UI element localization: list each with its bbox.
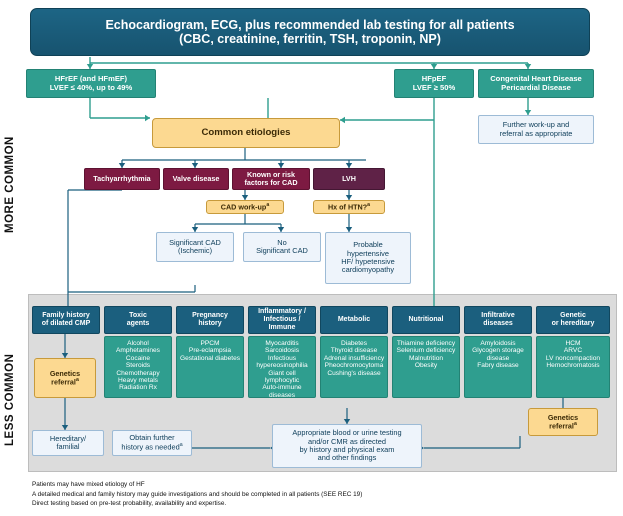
list-item: Infectious hypereosinophilia [256, 354, 308, 370]
box-no-significant-cad [243, 232, 321, 262]
box-hx-htn [313, 200, 385, 214]
box-obtain-further-history [112, 430, 192, 456]
box-probable-hypertensive [325, 232, 411, 284]
genetics-referral-right [528, 408, 598, 436]
colhead-inflammatory-line2: Infectious / [263, 316, 301, 324]
obtain-further-superscript: a [179, 441, 183, 448]
significant-cad-line2: (Ischemic) [177, 246, 213, 255]
footnotes [32, 480, 612, 509]
list-item: Hemochromatosis [546, 362, 600, 370]
genetics-referral-left-line2: referral$^a$ [51, 376, 79, 387]
branch-hfref-line2: LVEF ≤ 40%, up to 49% [49, 82, 133, 92]
testing-line1: Appropriate blood or urine testing [292, 428, 402, 438]
list-item: HCM [565, 340, 581, 347]
list-item: Diabetes [340, 340, 368, 347]
box-tachyarrhythmia: Tachyarrhythmia [84, 168, 160, 190]
genetics-referral-right-superscript: a [573, 420, 577, 427]
genetics-referral-right-line2: referral$^a$ [549, 420, 577, 431]
no-significant-cad-line2: Significant CAD [256, 246, 308, 255]
list-item: Fabry disease [477, 362, 519, 370]
colhead-genetic-line2: or hereditary [551, 320, 595, 327]
list-item: Steroids [125, 362, 151, 370]
box-cad-workup-label: CAD work-$up^a$ [220, 201, 270, 212]
significant-cad-line1: Significant CAD [169, 237, 221, 247]
list-inflammatory [248, 336, 316, 398]
colhead-infiltrative-line2: diseases [483, 320, 513, 327]
colhead-family-history-line2: of dilated CMP [41, 320, 91, 327]
further-workup-box [478, 115, 594, 144]
list-item: Adrenal insufficiency [323, 354, 385, 362]
hereditary-familial-line1: Hereditary/ [49, 433, 87, 443]
colhead-metabolic-line1: Metabolic [337, 316, 371, 324]
list-item: PPCM [200, 340, 220, 347]
colhead-inflammatory-line3: Immune [268, 323, 296, 331]
colhead-genetic-hereditary [536, 306, 610, 334]
list-item: Myocarditis [265, 340, 299, 347]
branch-hfpef-line2: LVEF ≥ 50% [412, 82, 456, 92]
probable-hypertensive-line2: hypertensive [347, 248, 389, 258]
list-item: Sarcoidosis [264, 347, 300, 355]
branch-hfref-line1: HFrEF (and HFmEF) [54, 74, 128, 83]
probable-hypertensive-line4: cardiomyopathy [341, 265, 395, 275]
colhead-inflammatory-line1: Inflammatory / [258, 308, 306, 316]
hereditary-familial-line2: familial [56, 442, 80, 451]
list-item: Cocaine [125, 354, 151, 362]
branch-hfref [26, 69, 156, 98]
colhead-toxic-line2: agents [126, 320, 150, 327]
box-cad-line1: Known or risk [247, 169, 295, 179]
list-item: Pre-eclampsia [188, 347, 232, 355]
list-item: Cushing's disease [327, 369, 381, 377]
branch-hfpef-line1: HFpEF [421, 74, 447, 83]
colhead-pregnancy-line1: Pregnancy [192, 312, 228, 320]
list-item: Selenium deficiency [396, 347, 456, 355]
list-toxic-agents [104, 336, 172, 398]
list-item: Alcohol [127, 340, 149, 347]
colhead-infiltrative-line1: Infiltrative [481, 312, 515, 320]
list-item: Auto-immune diseases [262, 384, 302, 399]
list-item: Glycogen storage disease [472, 347, 524, 362]
obtain-further-line1: Obtain further [129, 433, 175, 443]
list-infiltrative [464, 336, 532, 398]
box-appropriate-testing [272, 424, 422, 468]
list-item: LV noncompaction [545, 354, 601, 362]
box-valve-disease: Valve disease [163, 168, 229, 190]
colhead-family-history-line1: Family history [42, 312, 90, 320]
box-hereditary-familial [32, 430, 104, 456]
further-workup-line2: referral as appropriate [499, 128, 573, 138]
list-item: ARVC [563, 347, 583, 355]
colhead-pregnancy-history [176, 306, 244, 334]
probable-hypertensive-line1: Probable [353, 240, 383, 250]
footnote-3: Direct testing based on pre-test probability, availability and expertise. [32, 500, 227, 508]
list-item: Obesity [414, 362, 438, 370]
branch-chd-line2: Pericardial Disease [501, 82, 571, 92]
cad-workup-superscript: a [266, 201, 270, 208]
list-item: lymphocytic [264, 376, 300, 384]
box-significant-cad [156, 232, 234, 262]
branch-congenital-pericardial [478, 69, 594, 98]
no-significant-cad-line1: No [277, 237, 287, 247]
colhead-nutritional-line1: Nutritional [408, 316, 444, 324]
hx-htn-superscript: a [367, 201, 371, 208]
list-item: Amphetamines [116, 347, 160, 355]
box-hx-htn-label: Hx of HTN?$^a$ [327, 201, 371, 212]
branch-hfpef [394, 69, 474, 98]
genetics-referral-left-superscript: a [75, 376, 79, 383]
colhead-nutritional [392, 306, 460, 334]
list-item: Pheochromocytoma [324, 362, 384, 370]
colhead-toxic-agents [104, 306, 172, 334]
testing-line3: by history and physical exam [299, 445, 395, 454]
colhead-infiltrative [464, 306, 532, 334]
page-title-line2: (CBC, creatinine, ferritin, TSH, troponin, NP) [179, 32, 441, 46]
list-item: Gestational diabetes [179, 354, 241, 362]
page-title-line1: Echocardiogram, ECG, plus recommended lab testing for all patients [105, 18, 515, 32]
colhead-metabolic [320, 306, 388, 334]
colhead-inflammatory [248, 306, 316, 334]
list-item: Chemotherapy [116, 369, 160, 377]
common-etiologies-box: Common etiologies [152, 118, 340, 148]
list-item: Amyloidosis [480, 340, 516, 347]
list-genetic-hereditary [536, 336, 610, 398]
probable-hypertensive-line3: HF/ hypetensive [341, 257, 395, 266]
colhead-genetic-line1: Genetic [560, 312, 586, 320]
genetics-referral-right-line1: Genetics [547, 412, 579, 422]
further-workup-line1: Further work-up and [502, 120, 570, 130]
testing-line2: and/or CMR as directed [307, 436, 387, 446]
footnote-2: A detailed medical and family history may guide investigations and should be completed in all patients (SEE REC 19) [32, 490, 363, 498]
list-metabolic [320, 336, 388, 398]
testing-line4: and other findings [317, 453, 377, 463]
label-more-common: MORE COMMON [4, 136, 16, 234]
list-item: Thyroid disease [330, 347, 378, 355]
colhead-toxic-line1: Toxic [129, 312, 147, 320]
box-lvh: LVH [313, 168, 385, 190]
list-nutritional [392, 336, 460, 398]
footnote-1: Patients may have mixed etiology of HF [32, 481, 145, 488]
genetics-referral-left [34, 358, 96, 398]
page-title [30, 8, 590, 56]
branch-chd-line1: Congenital Heart Disease [490, 74, 582, 83]
list-item: Giant cell [268, 369, 296, 377]
obtain-further-line2: history as needed$^a$ [121, 441, 183, 452]
box-cad-line2: factors for CAD [244, 178, 298, 187]
list-item: Malnutrition [408, 354, 444, 362]
list-item: Thiamine deficiency [396, 340, 456, 347]
colhead-pregnancy-line2: history [198, 320, 222, 327]
list-item: Heavy metals [118, 376, 158, 384]
list-pregnancy-history [176, 336, 244, 398]
box-known-or-risk-factors-for-cad [232, 168, 310, 190]
label-less-common: LESS COMMON [4, 353, 16, 447]
box-cad-workup [206, 200, 284, 214]
genetics-referral-left-line1: Genetics [49, 368, 81, 378]
list-item: Radiation Rx [119, 384, 157, 392]
colhead-family-history [32, 306, 100, 334]
